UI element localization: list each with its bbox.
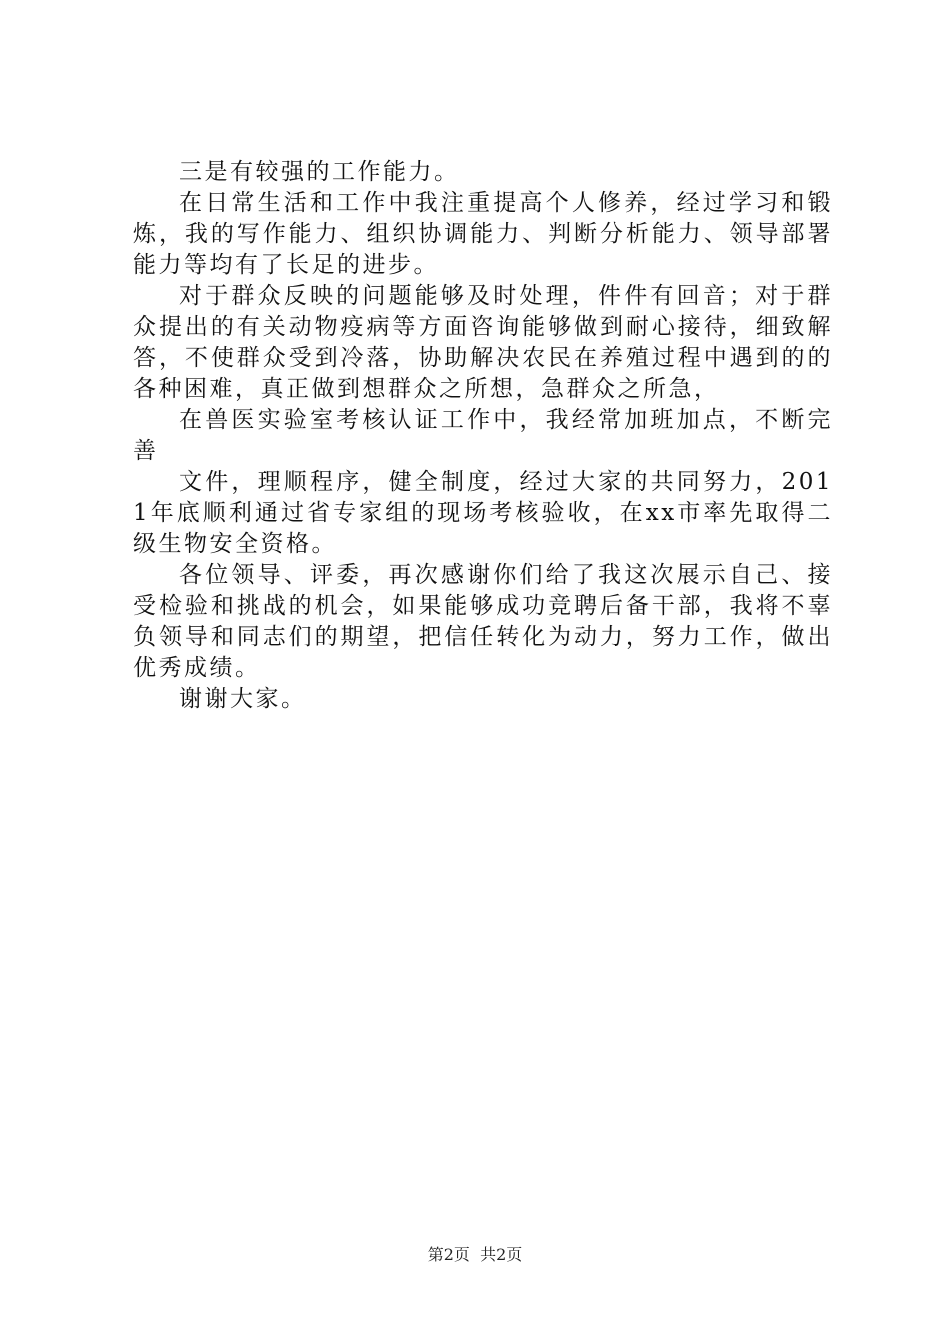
paragraph-lab-certification: 在兽医实验室考核认证工作中，我经常加班加点，不断完善 <box>133 407 833 464</box>
paragraph-closing-thanks: 各位领导、评委，再次感谢你们给了我这次展示自己、接受检验和挑战的机会，如果能够成功竞聘后备干部，我将不辜负领导和同志们的期望，把信任转化为动力，努力工作，做出优秀成绩。 <box>133 562 833 681</box>
paragraph-thank-you: 谢谢大家。 <box>179 686 307 712</box>
paragraph-biosafety-qualification: 文件，理顺程序，健全制度，经过大家的共同努力，2011年底顺利通过省专家组的现场考核验收，在xx市率先取得二级生物安全资格。 <box>133 469 833 557</box>
paragraph-ability-heading: 三是有较强的工作能力。 <box>179 159 460 185</box>
page-footer <box>0 1243 950 1267</box>
page-number-total: 共2页 <box>480 1245 523 1264</box>
footer-separator <box>470 1245 480 1264</box>
document-body <box>133 157 833 715</box>
page-number-current: 第2页 <box>427 1245 470 1264</box>
paragraph-public-service: 对于群众反映的问题能够及时处理，件件有回音；对于群众提出的有关动物疫病等方面咨询能够做到耐心接待，细致解答，不使群众受到冷落，协助解决农民在养殖过程中遇到的的各种困难，真正做到想群众之所想，急群众之所急， <box>133 283 833 402</box>
paragraph-self-improvement: 在日常生活和工作中我注重提高个人修养，经过学习和锻炼，我的写作能力、组织协调能力、判断分析能力、领导部署能力等均有了长足的进步。 <box>133 190 833 278</box>
